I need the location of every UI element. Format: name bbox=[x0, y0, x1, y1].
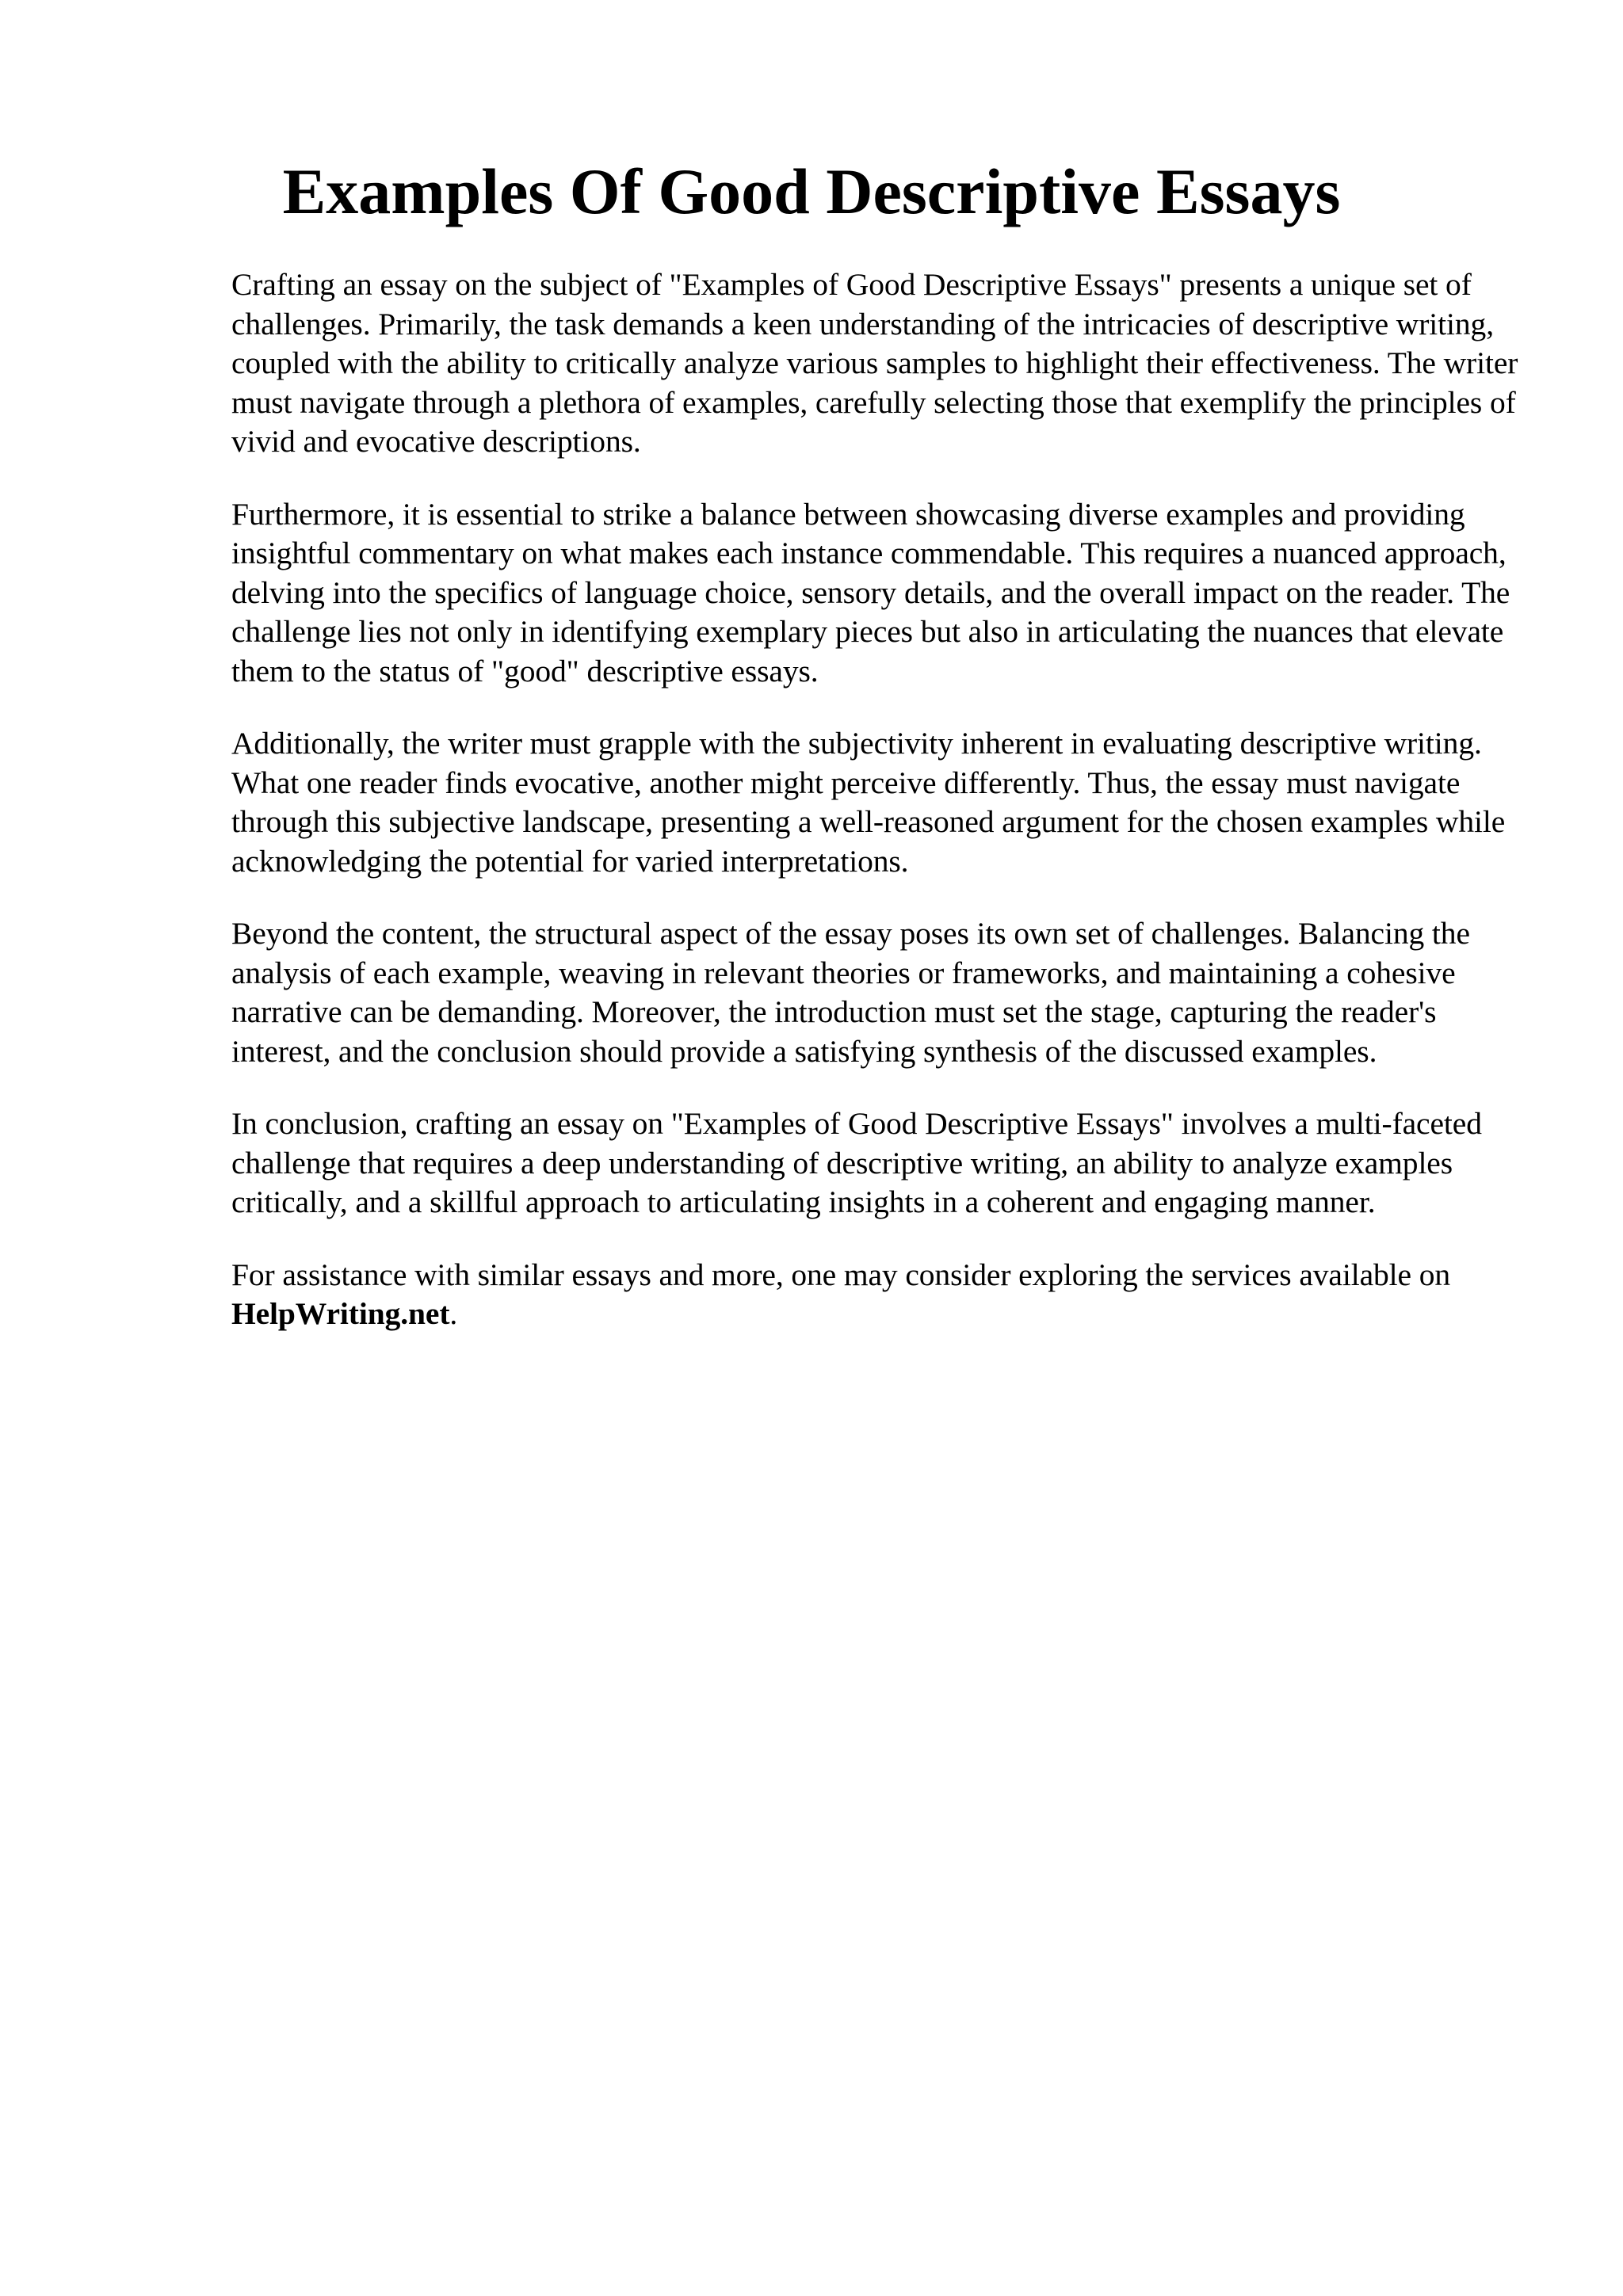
closing-period: . bbox=[449, 1296, 458, 1331]
paragraph-3: Additionally, the writer must grapple with the subjectivity inherent in evaluating descriptive writing. What one reader finds evocative, another might perceive differently. Thus, the essay must navigate through this subjective landscape, presenting a well-reasoned argument for the chosen examples while acknowledging the potential for varied interpretations. bbox=[231, 726, 1506, 879]
paragraph-5: In conclusion, crafting an essay on "Examples of Good Descriptive Essays" involves a multi-faceted challenge that requires a deep understanding of descriptive writing, an ability to analyze examples critically, and a skillful approach to articulating insights in a coherent and engaging manner. bbox=[231, 1106, 1482, 1219]
paragraph-2: Furthermore, it is essential to strike a balance between showcasing diverse examples and providing insightful commentary on what makes each instance commendable. This requires a nuanced approach, delving into the specifics of language choice, sensory details, and the overall impact on the reader. The challenge lies not only in identifying exemplary pieces but also in articulating the nuances that elevate them to the status of "good" descriptive essays. bbox=[231, 496, 1510, 688]
site-name: HelpWriting.net bbox=[231, 1296, 450, 1331]
paragraph-1: Crafting an essay on the subject of "Examples of Good Descriptive Essays" presents a unique set of challenges. Primarily, the task demands a keen understanding of the intricacies of descriptive writing, coupled with the ability to critically analyze various samples to highlight their effectiveness. The writer must navigate through a plethora of examples, carefully selecting those that exemplify the principles of vivid and evocative descriptions. bbox=[231, 267, 1518, 459]
paragraph-4: Beyond the content, the structural aspect of the essay poses its own set of challenges. Balancing the analysis of each example, weaving in relevant theories or frameworks, and maintaining a cohesive narrative can be demanding. Moreover, the introduction must set the stage, capturing the reader's interest, and the conclusion should provide a satisfying synthesis of the discussed examples. bbox=[231, 916, 1470, 1069]
document-body bbox=[231, 265, 1531, 1334]
document-title: Examples Of Good Descriptive Essays bbox=[282, 155, 1341, 227]
closing-paragraph bbox=[231, 1256, 1531, 1334]
closing-text: For assistance with similar essays and more, one may consider exploring the services available on bbox=[231, 1257, 1451, 1292]
